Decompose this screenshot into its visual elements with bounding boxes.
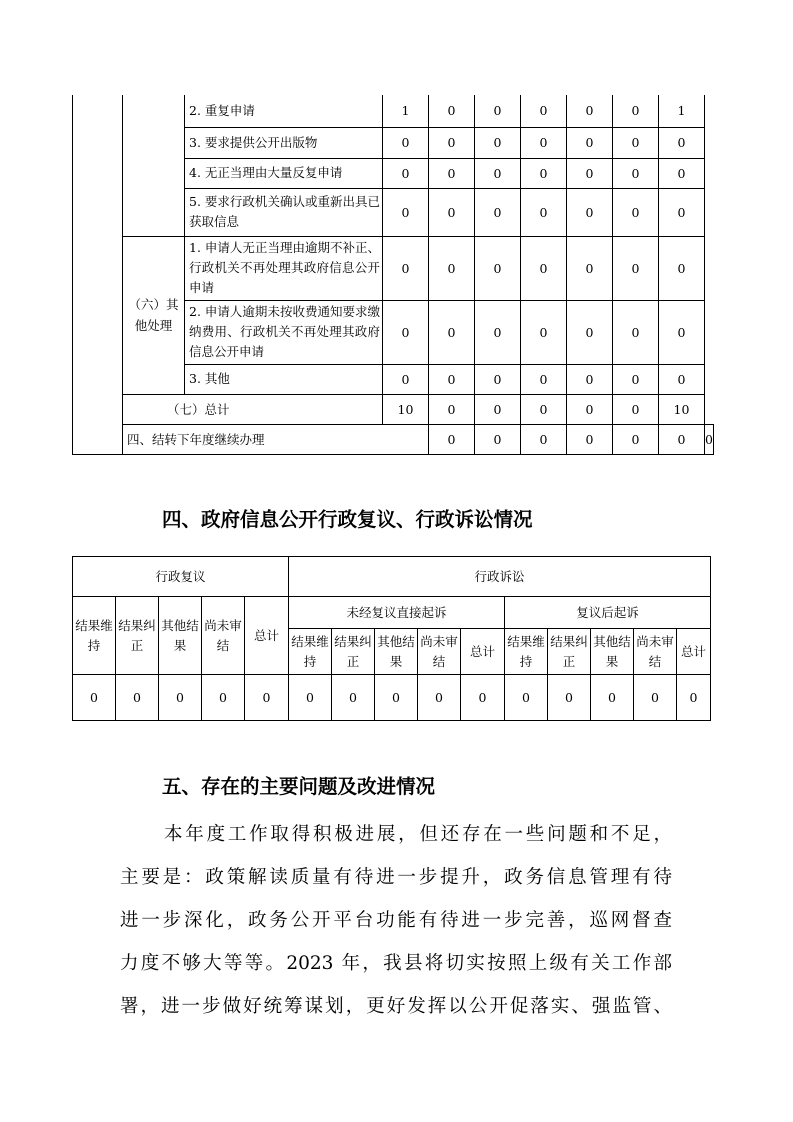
review-litigation-table — [72, 556, 711, 721]
table-row — [73, 95, 714, 127]
value-cell: 0 — [659, 158, 705, 188]
value-cell: 0 — [475, 188, 521, 236]
value-cell: 0 — [567, 236, 613, 300]
item-label: 2. 申请人逾期未按收费通知要求缴纳费用、行政机关不再处理其政府信息公开申请 — [185, 300, 383, 364]
value-cell: 0 — [567, 424, 613, 454]
item-label: 4. 无正当理由大量反复申请 — [185, 158, 383, 188]
value-cell: 0 — [567, 188, 613, 236]
value-cell: 0 — [429, 364, 475, 394]
value-cell: 0 — [613, 95, 659, 127]
paragraph-line: 进一步深化，政务公开平台功能有待进一步完善，巡网督查 — [120, 910, 672, 931]
paragraph-line: 主要是：政策解读质量有待进一步提升，政务信息管理有待 — [120, 867, 672, 888]
value-cell: 0 — [613, 127, 659, 158]
column-header: 结果纠正 — [332, 629, 375, 675]
value-cell: 0 — [659, 188, 705, 236]
value-cell: 0 — [202, 675, 245, 721]
direct-suit-header: 未经复议直接起诉 — [289, 597, 505, 629]
item-label: 3. 其他 — [185, 364, 383, 394]
value-cell: 0 — [475, 127, 521, 158]
value-cell: 10 — [659, 394, 705, 424]
column-header: 尚未审结 — [418, 629, 461, 675]
value-cell: 0 — [475, 424, 521, 454]
value-cell: 0 — [705, 424, 714, 454]
value-cell: 0 — [429, 236, 475, 300]
value-cell: 0 — [659, 364, 705, 394]
column-header: 其他结果 — [159, 597, 202, 675]
value-cell: 0 — [383, 188, 429, 236]
value-cell: 0 — [73, 675, 116, 721]
value-cell: 0 — [567, 364, 613, 394]
value-cell: 0 — [475, 95, 521, 127]
column-header: 其他结果 — [591, 629, 634, 675]
value-cell: 0 — [521, 394, 567, 424]
value-cell: 1 — [659, 95, 705, 127]
carry-over-label: 四、结转下年度继续办理 — [123, 424, 429, 454]
value-cell: 0 — [613, 158, 659, 188]
item-label: 3. 要求提供公开出版物 — [185, 127, 383, 158]
value-cell: 0 — [567, 158, 613, 188]
value-cell: 0 — [429, 424, 475, 454]
column-header: 总计 — [245, 597, 289, 675]
value-cell: 0 — [591, 675, 634, 721]
value-cell: 0 — [383, 364, 429, 394]
paragraph-line: 本年度工作取得积极进展，但还存在一些问题和不足， — [164, 824, 672, 845]
table-row — [73, 597, 711, 629]
column-header: 结果维持 — [73, 597, 116, 675]
value-cell: 0 — [375, 675, 418, 721]
value-cell: 0 — [383, 300, 429, 364]
group6-label: （六）其他处理 — [123, 236, 185, 394]
value-cell: 0 — [567, 394, 613, 424]
column-header: 其他结果 — [375, 629, 418, 675]
value-cell: 0 — [567, 127, 613, 158]
value-cell: 0 — [613, 236, 659, 300]
value-cell: 0 — [659, 127, 705, 158]
value-cell: 0 — [613, 300, 659, 364]
value-cell: 0 — [521, 364, 567, 394]
column-header: 尚未审结 — [202, 597, 245, 675]
paragraph-line: 力度不够大等等。2023 年，我县将切实按照上级有关工作部 — [120, 953, 672, 974]
value-cell: 1 — [383, 95, 429, 127]
table-row — [73, 557, 711, 597]
outer-group-cell — [73, 95, 123, 454]
value-cell: 10 — [383, 394, 429, 424]
group5-cell — [123, 95, 185, 236]
value-cell: 0 — [634, 675, 677, 721]
value-cell: 0 — [521, 424, 567, 454]
value-cell: 0 — [461, 675, 505, 721]
value-cell: 0 — [116, 675, 159, 721]
value-cell: 0 — [521, 158, 567, 188]
value-cell: 0 — [475, 158, 521, 188]
value-cell: 0 — [383, 127, 429, 158]
value-cell: 0 — [613, 394, 659, 424]
value-cell: 0 — [567, 300, 613, 364]
value-cell: 0 — [613, 188, 659, 236]
value-cell: 0 — [521, 127, 567, 158]
value-cell: 0 — [567, 95, 613, 127]
litigation-header: 行政诉讼 — [289, 557, 711, 597]
column-header: 总计 — [461, 629, 505, 675]
value-cell: 0 — [659, 300, 705, 364]
item-label: 1. 申请人无正当理由逾期不补正、行政机关不再处理其政府信息公开申请 — [185, 236, 383, 300]
table-row — [73, 394, 714, 424]
value-cell: 0 — [521, 95, 567, 127]
value-cell: 0 — [659, 424, 705, 454]
table-row — [73, 236, 714, 300]
value-cell: 0 — [159, 675, 202, 721]
total-label: （七）总计 — [123, 394, 383, 424]
value-cell: 0 — [245, 675, 289, 721]
value-cell: 0 — [429, 95, 475, 127]
value-cell: 0 — [521, 300, 567, 364]
value-cell: 0 — [677, 675, 711, 721]
item-label: 5. 要求行政机关确认或重新出具已获取信息 — [185, 188, 383, 236]
value-cell: 0 — [613, 424, 659, 454]
body-paragraph — [120, 813, 672, 1028]
value-cell: 0 — [505, 675, 548, 721]
column-header: 结果维持 — [289, 629, 332, 675]
value-cell: 0 — [475, 300, 521, 364]
item-label: 2. 重复申请 — [185, 95, 383, 127]
after-review-header: 复议后起诉 — [505, 597, 711, 629]
value-cell: 0 — [521, 236, 567, 300]
column-header: 总计 — [677, 629, 711, 675]
value-cell: 0 — [475, 394, 521, 424]
table-row — [73, 675, 711, 721]
value-cell: 0 — [332, 675, 375, 721]
value-cell: 0 — [613, 364, 659, 394]
value-cell: 0 — [659, 236, 705, 300]
table-row — [73, 424, 714, 454]
column-header: 结果纠正 — [548, 629, 591, 675]
section-heading: 五、存在的主要问题及改进情况 — [162, 775, 436, 798]
value-cell: 0 — [475, 364, 521, 394]
column-header: 结果维持 — [505, 629, 548, 675]
review-header: 行政复议 — [73, 557, 289, 597]
value-cell: 0 — [429, 300, 475, 364]
value-cell: 0 — [429, 127, 475, 158]
value-cell: 0 — [289, 675, 332, 721]
value-cell: 0 — [418, 675, 461, 721]
column-header: 结果纠正 — [116, 597, 159, 675]
value-cell: 0 — [429, 158, 475, 188]
value-cell: 0 — [429, 394, 475, 424]
paragraph-line: 署，进一步做好统筹谋划，更好发挥以公开促落实、强监管、 — [120, 996, 672, 1017]
value-cell: 0 — [475, 236, 521, 300]
value-cell: 0 — [548, 675, 591, 721]
value-cell: 0 — [521, 188, 567, 236]
application-handling-table — [72, 95, 714, 455]
value-cell: 0 — [429, 188, 475, 236]
value-cell: 0 — [383, 158, 429, 188]
section-heading: 四、政府信息公开行政复议、行政诉讼情况 — [162, 508, 533, 531]
value-cell: 0 — [383, 236, 429, 300]
column-header: 尚未审结 — [634, 629, 677, 675]
